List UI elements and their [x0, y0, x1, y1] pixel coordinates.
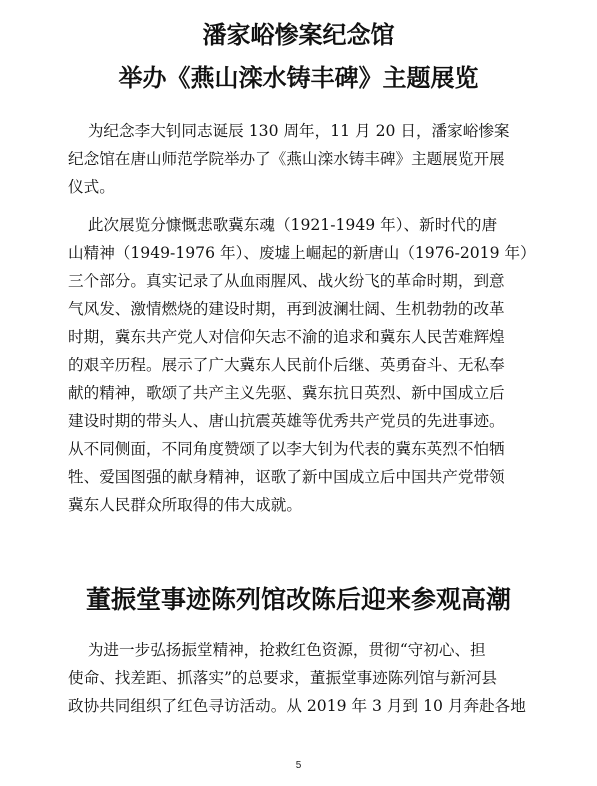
paragraph-line: 为进一步弘扬振堂精神，抢救红色资源，贯彻“守初心、担	[68, 641, 486, 659]
paragraph-line: 牲、爱国图强的献身精神，讴歌了新中国成立后中国共产党带领	[68, 468, 505, 486]
paragraph-line: 时期，冀东共产党人对信仰矢志不渝的追求和冀东人民苦难辉煌	[68, 328, 505, 346]
heading-line-2: 举办《燕山滦水铸丰碑》主题展览	[118, 64, 479, 92]
paragraph-line: 献的精神，歌颂了共产主义先驱、冀东抗日英烈、新中国成立后	[68, 384, 505, 402]
paragraph-line: 的艰辛历程。展示了广大冀东人民前仆后继、英勇奋斗、无私奉	[68, 356, 505, 374]
paragraph-line: 三个部分。真实记录了从血雨腥风、战火纷飞的革命时期，到意	[68, 272, 505, 290]
paragraph-line: 建设时期的带头人、唐山抗震英雄等优秀共产党员的先进事迹。	[68, 412, 505, 430]
paragraph-line: 使命、找差距、抓落实”的总要求，董振堂事迹陈列馆与新河县	[68, 669, 498, 687]
paragraph-line: 山精神（1949-1976 年）、废墟上崛起的新唐山（1976-2019 年）	[68, 244, 536, 262]
paragraph-line: 气风发、激情燃烧的建设时期，再到波澜壮阔、生机勃勃的改革	[68, 300, 505, 318]
page-number: 5	[295, 760, 302, 771]
paragraph-line: 为纪念李大钊同志诞辰 130 周年，11 月 20 日，潘家峪惨案	[68, 122, 510, 140]
paragraph-line: 政协共同组织了红色寻访活动。从 2019 年 3 月到 10 月奔赴各地	[68, 697, 526, 715]
paragraph-1	[68, 117, 533, 201]
paragraph-line: 冀东人民群众所取得的伟大成就。	[68, 496, 302, 514]
paragraph-line: 此次展览分慷慨悲歌冀东魂（1921-1949 年）、新时代的唐	[68, 216, 498, 234]
paragraph-line: 仪式。	[68, 178, 115, 196]
paragraph-3	[68, 636, 533, 720]
paragraph-2	[68, 211, 536, 519]
section-heading: 董振堂事迹陈列馆改陈后迎来参观高潮	[85, 585, 511, 614]
paragraph-line: 从不同侧面，不同角度赞颂了以李大钊为代表的冀东英烈不怕牺	[68, 440, 505, 458]
paragraph-line: 纪念馆在唐山师范学院举办了《燕山滦水铸丰碑》主题展览开展	[68, 150, 505, 168]
heading-line-1: 潘家峪惨案纪念馆	[202, 21, 395, 49]
